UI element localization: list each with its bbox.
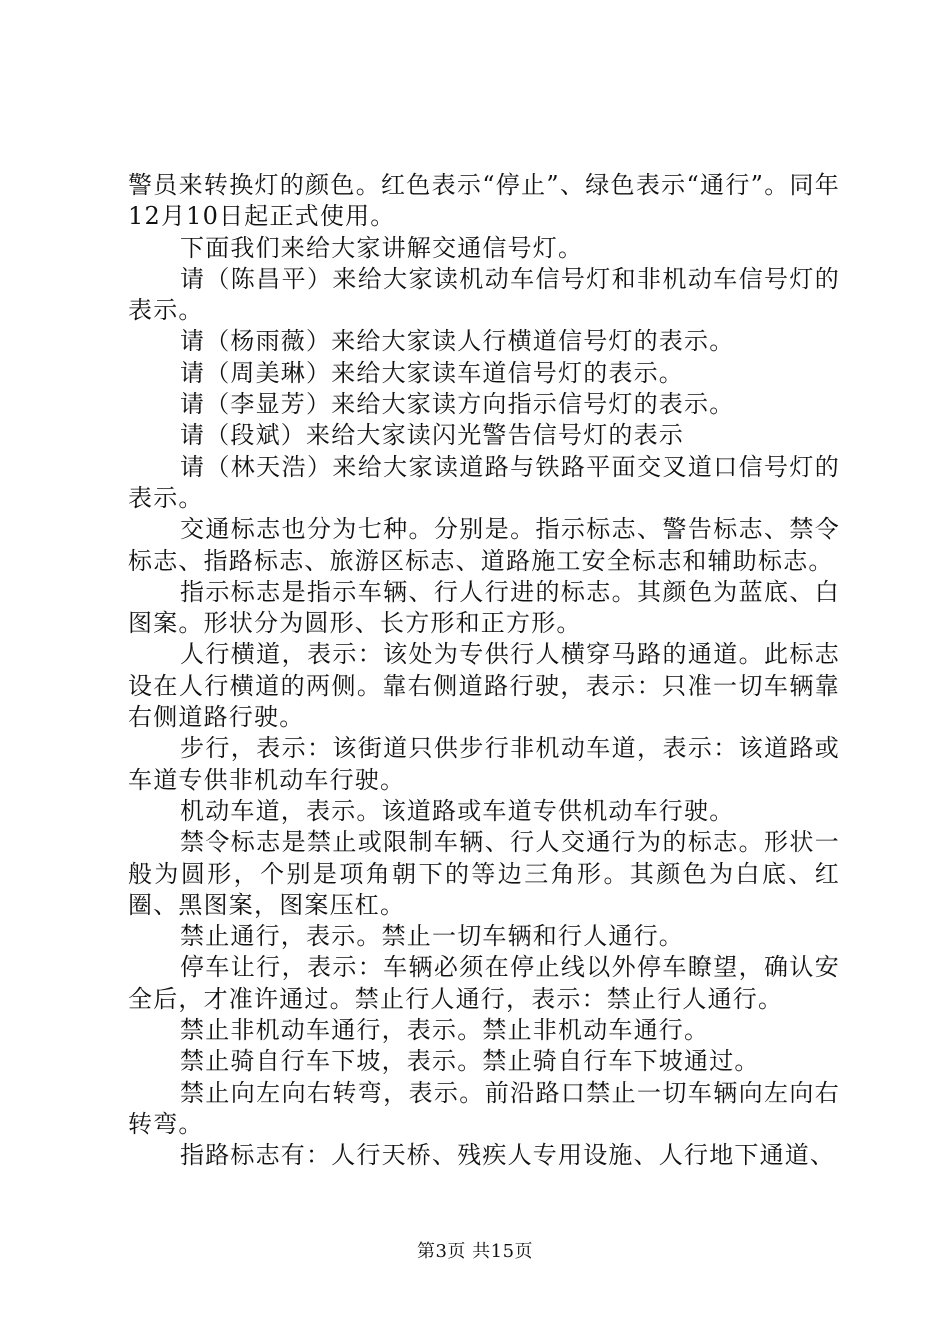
paragraph: 禁止通行，表示。禁止一切车辆和行人通行。 xyxy=(180,922,684,951)
paragraph: 人行横道，表示：该处为专供行人横穿马路的通道。此标志设在人行横道的两侧。靠右侧道路行驶，表示：只准一切车辆靠右侧道路行驶。 xyxy=(128,640,840,732)
paragraph: 禁令标志是禁止或限制车辆、行人交通行为的标志。形状一般为圆形，个别是项角朝下的等边三角形。其颜色为白底、红圈、黑图案，图案压杠。 xyxy=(128,828,840,919)
paragraph: 警员来转换灯的颜色。红色表示“停止”、绿色表示“通行”。同年12月10日起正式使用。 xyxy=(128,171,840,231)
paragraph: 停车让行，表示：车辆必须在停止线以外停车瞭望，确认安全后，才准许通过。禁止行人通行，表示：禁止行人通行。 xyxy=(128,953,840,1013)
paragraph: 指路标志有：人行天桥、残疾人专用设施、人行地下通道、 xyxy=(180,1141,836,1170)
paragraph: 禁止非机动车通行，表示。禁止非机动车通行。 xyxy=(180,1016,710,1045)
paragraph: 交通标志也分为七种。分别是。指示标志、警告标志、禁令标志、指路标志、旅游区标志、道路施工安全标志和辅助标志。 xyxy=(128,515,840,575)
paragraph: 请（段斌）来给大家读闪光警告信号灯的表示 xyxy=(180,421,684,450)
paragraph: 机动车道，表示。该道路或车道专供机动车行驶。 xyxy=(180,796,735,825)
paragraph: 请（林天浩）来给大家读道路与铁路平面交叉道口信号灯的表示。 xyxy=(128,452,840,512)
page-footer: 第3页 共15页 xyxy=(416,1241,534,1262)
paragraph: 请（杨雨薇）来给大家读人行横道信号灯的表示。 xyxy=(180,327,735,356)
paragraph: 下面我们来给大家讲解交通信号灯。 xyxy=(180,233,584,262)
paragraph: 禁止骑自行车下坡，表示。禁止骑自行车下坡通过。 xyxy=(180,1047,760,1076)
paragraph: 请（陈昌平）来给大家读机动车信号灯和非机动车信号灯的表示。 xyxy=(128,264,840,325)
paragraph: 请（李显芳）来给大家读方向指示信号灯的表示。 xyxy=(180,390,735,419)
paragraph: 步行，表示：该街道只供步行非机动车道，表示：该道路或车道专供非机动车行驶。 xyxy=(128,734,840,794)
paragraph: 请（周美琳）来给大家读车道信号灯的表示。 xyxy=(180,358,684,387)
document-body xyxy=(128,170,840,1172)
paragraph: 指示标志是指示车辆、行人行进的标志。其颜色为蓝底、白图案。形状分为圆形、长方形和正方形。 xyxy=(128,577,840,638)
paragraph: 禁止向左向右转弯，表示。前沿路口禁止一切车辆向左向右转弯。 xyxy=(128,1078,840,1138)
